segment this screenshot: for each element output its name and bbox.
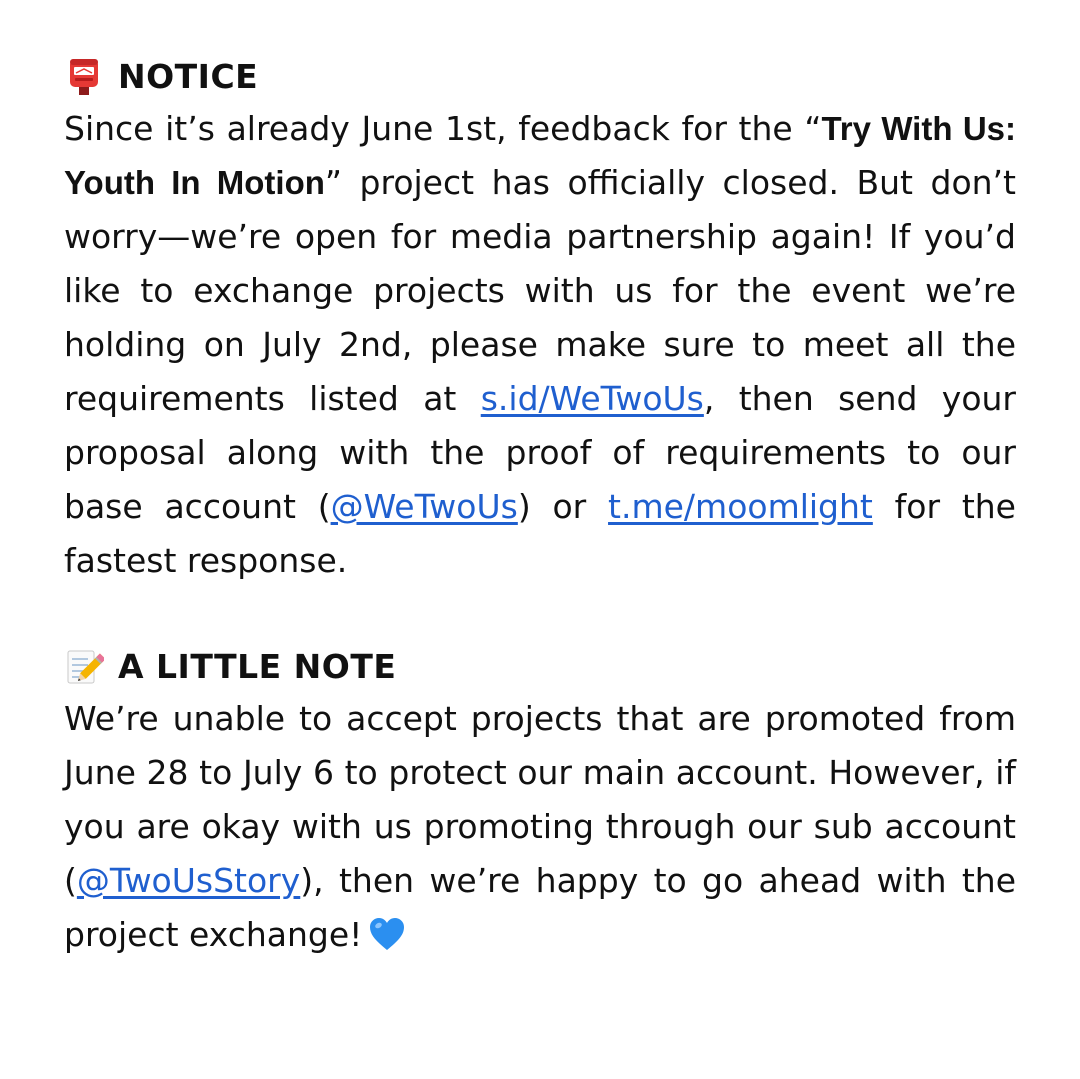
base-account-link[interactable]: @WeTwoUs: [330, 487, 518, 526]
notice-title: NOTICE: [118, 57, 259, 96]
note-text-2: ), then we’re happy to go ahead with the project exchange!: [64, 861, 1016, 954]
blue-heart-icon: [368, 916, 406, 952]
notice-section: [64, 52, 1016, 588]
memo-icon: [64, 647, 104, 687]
notice-heading: [64, 52, 1016, 102]
note-body: [64, 692, 1016, 962]
note-title: A LITTLE NOTE: [118, 647, 397, 686]
notice-text-4: ) or: [517, 487, 609, 526]
note-section: [64, 642, 1016, 962]
notice-body: [64, 102, 1016, 588]
requirements-link[interactable]: s.id/WeTwoUs: [480, 379, 704, 418]
notice-text-2: ” project has officially closed. But don’t worry—we’re open for media partnership again! If you’d like to exchange projects with us for the event we’re holding on July 2nd, please make sure to meet all the requirements listed at: [64, 163, 1016, 418]
notice-text-1: Since it’s already June 1st, feedback for the “: [64, 109, 822, 148]
sub-account-link[interactable]: @TwoUsStory: [76, 861, 301, 900]
note-heading: [64, 642, 1016, 692]
project-name: Try With Us: Youth In Motion: [64, 110, 1016, 201]
note-text-1: We’re unable to accept projects that are promoted from June 28 to July 6 to protect our main account. However, if you are okay with us promoting through our sub account (: [64, 699, 1016, 900]
notice-text-5: for the fastest response.: [64, 487, 1016, 580]
postbox-icon: [64, 57, 104, 97]
telegram-link[interactable]: t.me/moomlight: [608, 487, 873, 526]
notice-text-3: , then send your proposal along with the proof of requirements to our base account (: [64, 379, 1016, 526]
notice-card: [64, 52, 1016, 962]
